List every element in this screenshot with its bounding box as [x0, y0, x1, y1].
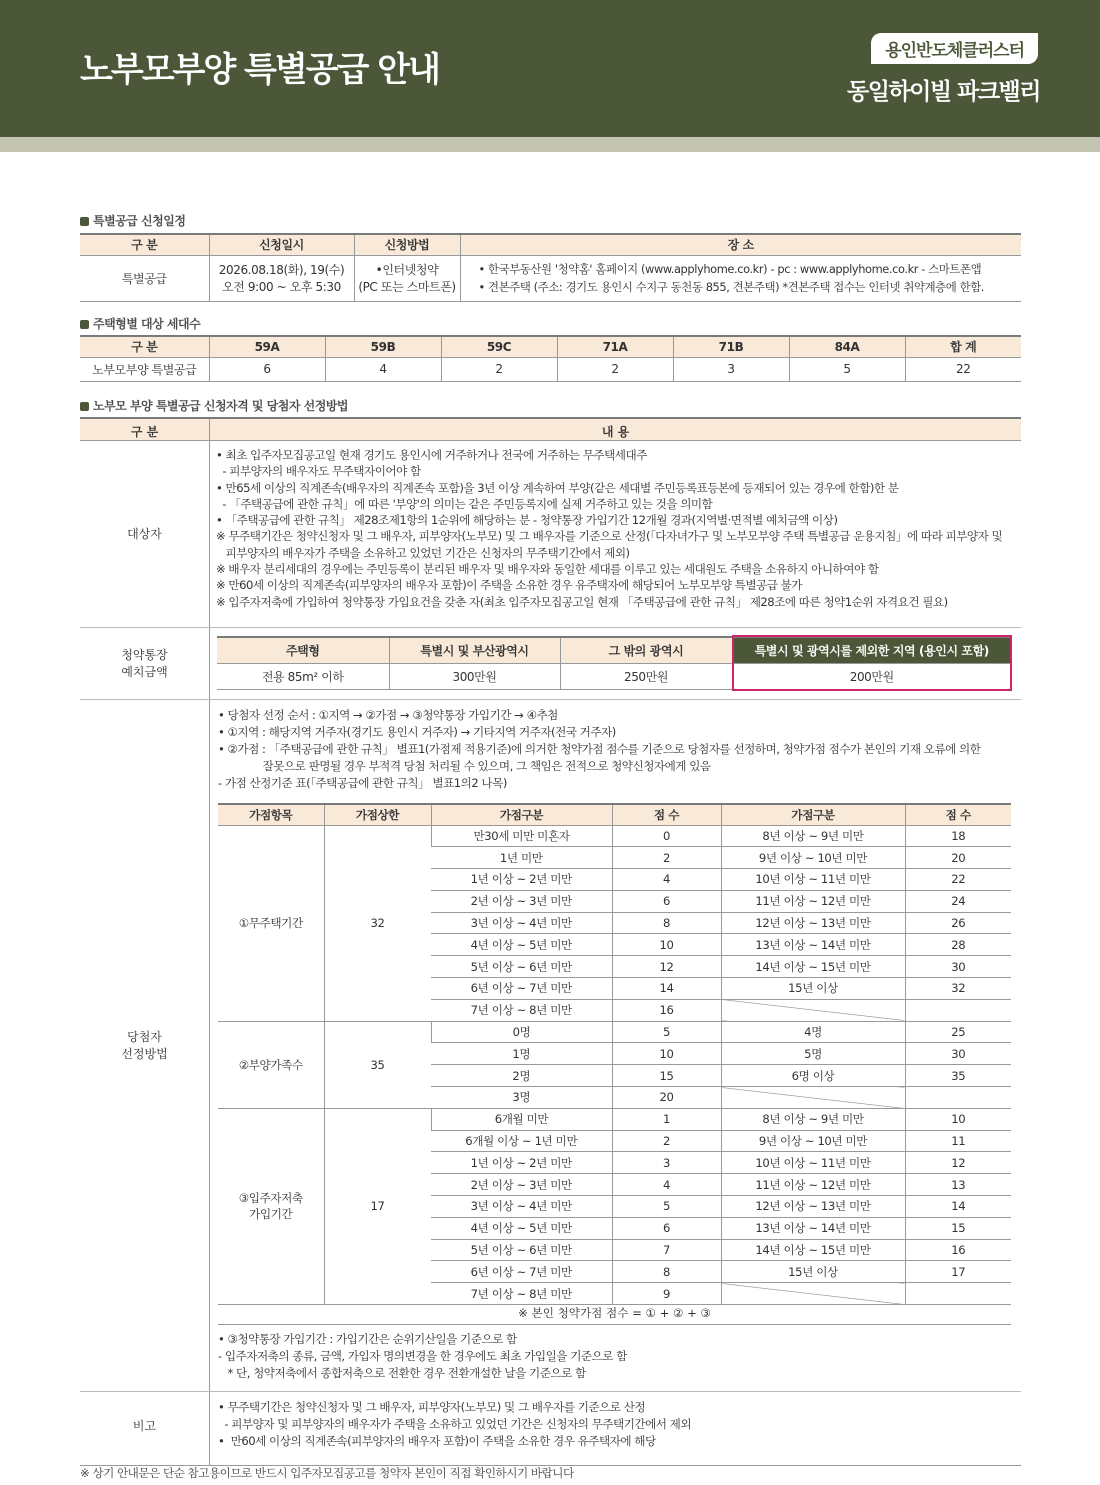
score-category: 6년 이상 ~ 7년 미만	[431, 1261, 612, 1283]
score-category: 5명	[721, 1043, 905, 1065]
score-points: 6	[612, 890, 721, 912]
score-notes	[218, 1331, 627, 1382]
list-item: - 입주자저축의 종류, 금액, 가입자 명의변경을 한 경우에도 최초 가입일을 기준으로 함	[218, 1349, 627, 1363]
list-item: 피부양자의 배우자가 주택을 소유하고 있었던 기간은 신청자의 무주택기간에서 제외)	[216, 545, 630, 560]
list-item: • 당첨자 선정 순서 : ①지역 → ②가점 → ③청약통장 가입기간 → ④추첨	[218, 708, 558, 722]
score-category: 2년 이상 ~ 3년 미만	[431, 1174, 612, 1196]
score-category: 8년 이상 ~ 9년 미만	[721, 825, 905, 847]
units-header: 구 분	[80, 336, 209, 357]
target-list	[216, 447, 1002, 610]
units-header: 59B	[325, 336, 441, 357]
score-category: 11년 이상 ~ 12년 미만	[721, 1174, 905, 1196]
list-item: - 가점 산정기준 표(「주택공급에 관한 규칙」 별표1의2 나목)	[218, 776, 507, 790]
place-line: • 견본주택 (주소: 경기도 용인시 수지구 동천동 855, 견본주택) *견본주택 접수는 인터넷 취약계층에 한함.	[478, 280, 985, 294]
deposit-label-line: 예치금액	[121, 665, 168, 679]
list-item: - 「주택공급에 관한 규칙」에 따른 '부양'의 의미는 같은 주민등록지에 실제 거주하고 있는 것을 의미함	[216, 496, 713, 511]
remarks-list	[218, 1399, 691, 1450]
score-points: 32	[905, 978, 1011, 1000]
units-header: 71B	[673, 336, 789, 357]
list-item: * 단, 청약저축에서 종합저축으로 전환한 경우 전환개설한 날을 기준으로 함	[218, 1366, 586, 1380]
list-item: • 만60세 이상의 직계존속(피부양자의 배우자 포함)이 주택을 소유한 경우 유주택자에 해당	[218, 1434, 656, 1448]
row-divider	[80, 1391, 1021, 1392]
score-category: 14년 이상 ~ 15년 미만	[721, 1239, 905, 1261]
units-header: 71A	[557, 336, 673, 357]
footer-note: ※ 상기 안내문은 단순 참고용이므로 반드시 입주자모집공고를 청약자 본인이 직접 확인하시기 바랍니다	[80, 1466, 574, 1480]
score-category: 1년 미만	[431, 847, 612, 869]
score-category: 10년 이상 ~ 11년 미만	[721, 869, 905, 891]
score-points: 2	[612, 1130, 721, 1152]
units-cell: 6	[209, 357, 325, 381]
score-header: 가점상한	[324, 804, 431, 825]
score-points: 8	[612, 1261, 721, 1283]
units-header: 84A	[789, 336, 905, 357]
score-points: 4	[612, 869, 721, 891]
score-points: 16	[612, 999, 721, 1021]
units-section-title: 주택형별 대상 세대수	[80, 315, 200, 332]
list-item: • ①지역 : 해당지역 거주자(경기도 용인시 거주자) → 기타지역 거주자(전국 거주자)	[218, 725, 616, 739]
score-points: 3	[612, 1152, 721, 1174]
score-category: 13년 이상 ~ 14년 미만	[721, 934, 905, 956]
score-points: 4	[612, 1174, 721, 1196]
schedule-place	[460, 255, 1021, 301]
score-points: 14	[612, 978, 721, 1000]
empty-cell	[905, 1087, 1011, 1109]
empty-cell	[721, 1283, 905, 1305]
score-item: ②부양가족수	[218, 1021, 324, 1108]
list-item: ※ 입주자저축에 가입하여 청약통장 가입요건을 갖춘 자(최초 입주자모집공고일 현재 「주택공급에 관한 규칙」 제28조에 따른 청약1순위 자격요건 필요)	[216, 594, 948, 609]
schedule-row-label: 특별공급	[80, 255, 209, 301]
score-points: 25	[905, 1021, 1011, 1043]
score-row	[218, 825, 1011, 847]
score-category: 7년 이상 ~ 8년 미만	[431, 1283, 612, 1305]
target-label: 대상자	[127, 527, 162, 541]
deposit-header: 특별시 및 부산광역시	[389, 637, 560, 663]
header-stripe	[0, 137, 1100, 152]
units-table	[80, 335, 1021, 382]
score-header: 가점항목	[218, 804, 324, 825]
score-item: ①무주택기간	[218, 825, 324, 1021]
project-name: 동일하이빌 파크밸리	[847, 79, 1040, 105]
score-points: 30	[905, 1043, 1011, 1065]
deposit-cell: 전용 85m² 이하	[217, 663, 389, 689]
score-points: 12	[905, 1152, 1011, 1174]
schedule-date	[209, 255, 354, 301]
score-category: 1년 이상 ~ 2년 미만	[431, 1152, 612, 1174]
score-points: 15	[905, 1217, 1011, 1239]
deposit-cell: 250만원	[560, 663, 732, 689]
score-row	[218, 1108, 1011, 1130]
place-line: • 한국부동산원 '청약홈' 홈페이지 (www.applyhome.co.kr) - pc : www.applyhome.co.kr - 스마트폰앱	[478, 262, 982, 276]
list-item: 잘못으로 판명될 경우 부적격 당첨 처리될 수 있으며, 그 책임은 전적으로 청약신청자에게 있음	[218, 759, 711, 773]
score-header: 점 수	[612, 804, 721, 825]
list-item: - 피부양자의 배우자도 무주택자이어야 함	[216, 464, 421, 479]
score-points: 35	[905, 1065, 1011, 1087]
schedule-header-place: 장 소	[460, 234, 1021, 255]
list-item: • 「주택공급에 관한 규칙」 제28조제1항의 1순위에 해당하는 분 - 청약통장 가입기간 12개월 경과(지역별·면적별 예치금액 이상)	[216, 513, 838, 528]
list-item: ※ 배우자 분리세대의 경우에는 주민등록이 분리된 배우자 및 배우자와 동일한 세대를 이루고 있는 세대원도 주택을 소유하지 아니하여야 함	[216, 562, 879, 577]
score-points: 14	[905, 1196, 1011, 1218]
units-cell: 3	[673, 357, 789, 381]
score-points: 9	[612, 1283, 721, 1305]
score-category: 5년 이상 ~ 6년 미만	[431, 1239, 612, 1261]
score-category: 4년 이상 ~ 5년 미만	[431, 934, 612, 956]
schedule-header-method: 신청방법	[354, 234, 460, 255]
list-item: ※ 무주택기간은 청약신청자 및 그 배우자, 피부양자(노부모) 및 그 배우자를 기준으로 산정(「다자녀가구 및 노부모부양 주택 특별공급 운용지침」에 따라 피부양자 및	[216, 529, 1003, 544]
score-category: 9년 이상 ~ 10년 미만	[721, 1130, 905, 1152]
units-cell: 22	[905, 357, 1021, 381]
score-points: 20	[612, 1087, 721, 1109]
row-divider	[80, 627, 1021, 628]
score-category: 10년 이상 ~ 11년 미만	[721, 1152, 905, 1174]
empty-cell	[905, 999, 1011, 1021]
list-item: • ②가점 : 「주택공급에 관한 규칙」 별표1(가점제 적용기준)에 의거한 청약가점 점수를 기준으로 당첨자를 선정하며, 청약가점 점수가 본인의 기재 오류에 의한	[218, 742, 981, 756]
empty-cell	[721, 1087, 905, 1109]
score-category: 15년 이상	[721, 1261, 905, 1283]
score-points: 20	[905, 847, 1011, 869]
units-cell: 5	[789, 357, 905, 381]
deposit-cell: 300만원	[389, 663, 560, 689]
score-max: 35	[324, 1021, 431, 1108]
units-cell: 노부모부양 특별공급	[80, 357, 209, 381]
score-points: 5	[612, 1021, 721, 1043]
score-category: 2명	[431, 1065, 612, 1087]
score-category: 3년 이상 ~ 4년 미만	[431, 1196, 612, 1218]
qualification-header	[80, 419, 1021, 441]
score-category: 11년 이상 ~ 12년 미만	[721, 890, 905, 912]
list-item: ※ 만60세 이상의 직계존속(피부양자의 배우자 포함)이 주택을 소유한 경우 유주택자에 해당되어 노부모부양 특별공급 불가	[216, 578, 803, 593]
score-points: 10	[905, 1108, 1011, 1130]
remarks-label: 비고	[132, 1419, 157, 1433]
list-item: - 피부양자 및 피부양자의 배우자가 주택을 소유하고 있었던 기간은 신청자의 무주택기간에서 제외	[218, 1417, 692, 1431]
header-banner	[0, 0, 1100, 137]
schedule-header-category: 구 분	[80, 234, 209, 255]
row-divider	[80, 699, 1021, 700]
score-category: 4명	[721, 1021, 905, 1043]
score-category: 3명	[431, 1087, 612, 1109]
score-points: 2	[612, 847, 721, 869]
qualification-section-title: 노부모 부양 특별공급 신청자격 및 당첨자 선정방법	[80, 397, 348, 414]
selection-label-line: 당첨자	[127, 1030, 162, 1044]
score-item: ③입주자저축 가입기간	[218, 1108, 324, 1304]
schedule-time-line: 오전 9:00 ~ 오후 5:30	[222, 280, 341, 294]
schedule-date-line: 2026.08.18(화), 19(수)	[218, 263, 345, 277]
score-category: 14년 이상 ~ 15년 미만	[721, 956, 905, 978]
score-points: 17	[905, 1261, 1011, 1283]
score-category: 6명 이상	[721, 1065, 905, 1087]
units-cell: 2	[557, 357, 673, 381]
score-points: 5	[612, 1196, 721, 1218]
score-points: 30	[905, 956, 1011, 978]
score-category: 6개월 이상 ~ 1년 미만	[431, 1130, 612, 1152]
score-points: 6	[612, 1217, 721, 1239]
column-divider	[209, 419, 210, 1466]
score-category: 3년 이상 ~ 4년 미만	[431, 912, 612, 934]
qualification-header-content: 내 용	[601, 425, 630, 439]
score-category: 2년 이상 ~ 3년 미만	[431, 890, 612, 912]
list-item: • 최초 입주자모집공고일 현재 경기도 용인시에 거주하거나 전국에 거주하는 무주택세대주	[216, 448, 647, 462]
deposit-cell-highlight: 200만원	[732, 663, 1011, 689]
score-points: 22	[905, 869, 1011, 891]
score-points: 13	[905, 1174, 1011, 1196]
units-cell: 2	[441, 357, 557, 381]
deposit-header: 주택형	[217, 637, 389, 663]
score-category: 13년 이상 ~ 14년 미만	[721, 1217, 905, 1239]
units-header: 59A	[209, 336, 325, 357]
empty-cell	[905, 1283, 1011, 1305]
empty-cell	[721, 999, 905, 1021]
score-points: 1	[612, 1108, 721, 1130]
score-category: 4년 이상 ~ 5년 미만	[431, 1217, 612, 1239]
score-points: 16	[905, 1239, 1011, 1261]
units-header: 59C	[441, 336, 557, 357]
score-category: 12년 이상 ~ 13년 미만	[721, 1196, 905, 1218]
project-badge: 용인반도체클러스터	[871, 33, 1038, 64]
score-category: 1년 이상 ~ 2년 미만	[431, 869, 612, 891]
page-title: 노부모부양 특별공급 안내	[80, 50, 439, 90]
schedule-method	[354, 255, 460, 301]
deposit-label-line: 청약통장	[121, 648, 168, 662]
score-category: 만30세 미만 미혼자	[431, 825, 612, 847]
units-header: 합 계	[905, 336, 1021, 357]
method-line: •인터넷청약	[375, 263, 439, 277]
deposit-header: 그 밖의 광역시	[560, 637, 732, 663]
score-category: 15년 이상	[721, 978, 905, 1000]
score-points: 7	[612, 1239, 721, 1261]
deposit-label	[80, 647, 209, 681]
score-total: ※ 본인 청약가점 점수 = ① + ② + ③	[218, 1303, 1011, 1325]
list-item: • ③청약통장 가입기간 : 가입기간은 순위기산일을 기준으로 함	[218, 1332, 517, 1346]
score-max: 32	[324, 825, 431, 1021]
score-points: 18	[905, 825, 1011, 847]
list-item: • 만65세 이상의 직계존속(배우자의 직계존속 포함)을 3년 이상 계속하여 부양(같은 세대별 주민등록표등본에 등재되어 있는 경우에 한함)한 분	[216, 480, 899, 495]
highlight-box	[732, 635, 1012, 691]
score-points: 24	[905, 890, 1011, 912]
score-category: 8년 이상 ~ 9년 미만	[721, 1108, 905, 1130]
score-points: 12	[612, 956, 721, 978]
score-header: 가점구분	[721, 804, 905, 825]
score-category: 6개월 미만	[431, 1108, 612, 1130]
schedule-section-title: 특별공급 신청일정	[80, 212, 185, 229]
score-points: 26	[905, 912, 1011, 934]
list-item: • 무주택기간은 청약신청자 및 그 배우자, 피부양자(노부모) 및 그 배우자를 기준으로 산정	[218, 1400, 646, 1414]
score-category: 5년 이상 ~ 6년 미만	[431, 956, 612, 978]
score-row	[218, 1021, 1011, 1043]
selection-rules	[218, 707, 980, 792]
score-points: 11	[905, 1130, 1011, 1152]
qualification-table	[80, 417, 1021, 1466]
score-max: 17	[324, 1108, 431, 1304]
score-header: 점 수	[905, 804, 1011, 825]
selection-label	[80, 1029, 209, 1063]
score-category: 12년 이상 ~ 13년 미만	[721, 912, 905, 934]
schedule-table	[80, 233, 1021, 302]
qualification-header-category: 구 분	[130, 425, 159, 439]
selection-label-line: 선정방법	[121, 1047, 168, 1061]
score-category: 7년 이상 ~ 8년 미만	[431, 999, 612, 1021]
score-category: 1명	[431, 1043, 612, 1065]
score-category: 6년 이상 ~ 7년 미만	[431, 978, 612, 1000]
schedule-header-date: 신청일시	[209, 234, 354, 255]
method-line: (PC 또는 스마트폰)	[358, 280, 456, 294]
score-points: 0	[612, 825, 721, 847]
units-cell: 4	[325, 357, 441, 381]
score-points: 10	[612, 1043, 721, 1065]
score-points: 8	[612, 912, 721, 934]
score-points: 28	[905, 934, 1011, 956]
score-category: 0명	[431, 1021, 612, 1043]
score-points: 10	[612, 934, 721, 956]
deposit-header-highlight: 특별시 및 광역시를 제외한 지역 (용인시 포함)	[732, 637, 1011, 663]
score-category: 9년 이상 ~ 10년 미만	[721, 847, 905, 869]
score-points: 15	[612, 1065, 721, 1087]
score-header: 가점구분	[431, 804, 612, 825]
score-table	[218, 803, 1011, 1305]
